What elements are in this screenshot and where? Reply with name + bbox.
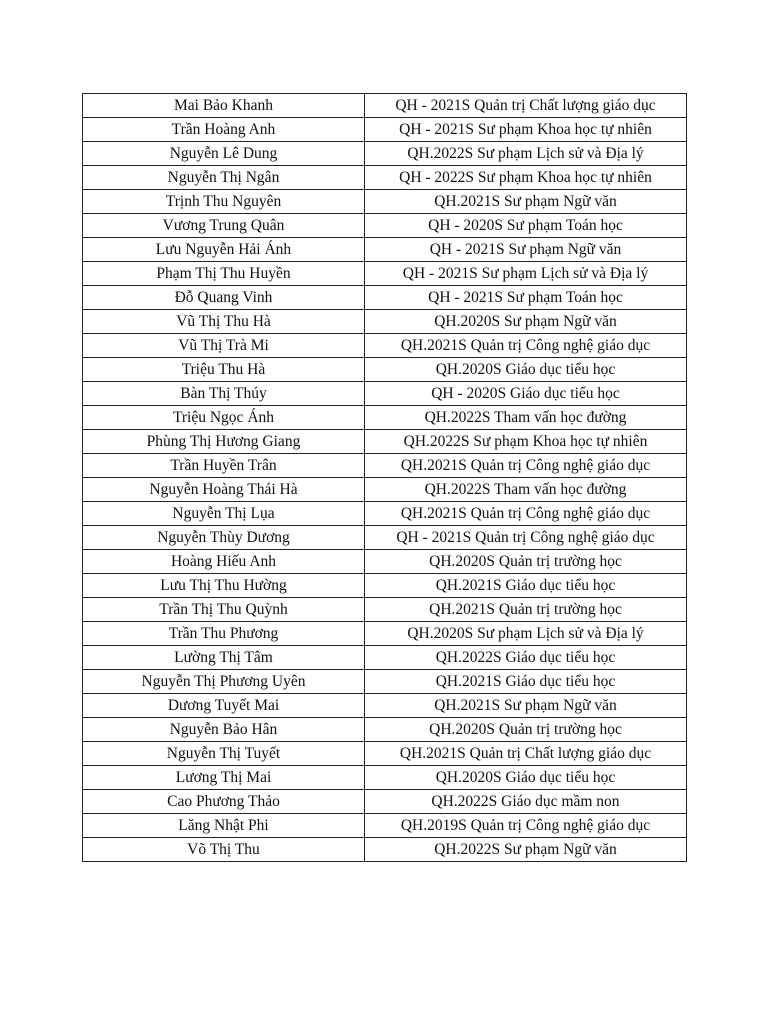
student-name-cell: Mai Bảo Khanh [83,94,365,118]
class-program-cell: QH.2020S Quản trị trường học [365,718,687,742]
class-program-cell: QH - 2021S Sư phạm Lịch sử và Địa lý [365,262,687,286]
table-row [83,622,687,646]
student-name-cell: Triệu Thu Hà [83,358,365,382]
student-name-cell: Bàn Thị Thúy [83,382,365,406]
class-program-cell: QH - 2020S Sư phạm Toán học [365,214,687,238]
student-name-cell: Lường Thị Tâm [83,646,365,670]
student-name-cell: Dương Tuyết Mai [83,694,365,718]
student-table [82,93,687,862]
table-row [83,694,687,718]
class-program-cell: QH.2021S Quản trị Chất lượng giáo dục [365,742,687,766]
class-program-cell: QH.2021S Sư phạm Ngữ văn [365,190,687,214]
class-program-cell: QH.2022S Sư phạm Khoa học tự nhiên [365,430,687,454]
student-name-cell: Nguyễn Thị Phương Uyên [83,670,365,694]
student-name-cell: Vũ Thị Thu Hà [83,310,365,334]
table-row [83,526,687,550]
student-name-cell: Phùng Thị Hương Giang [83,430,365,454]
table-row [83,406,687,430]
student-name-cell: Vương Trung Quân [83,214,365,238]
table-row [83,574,687,598]
table-row [83,358,687,382]
student-name-cell: Trần Hoàng Anh [83,118,365,142]
class-program-cell: QH.2020S Giáo dục tiểu học [365,358,687,382]
class-program-cell: QH.2021S Quản trị Công nghệ giáo dục [365,334,687,358]
class-program-cell: QH.2019S Quản trị Công nghệ giáo dục [365,814,687,838]
student-table-body [83,94,687,862]
student-name-cell: Nguyễn Thị Tuyết [83,742,365,766]
student-name-cell: Nguyễn Bảo Hân [83,718,365,742]
student-name-cell: Lưu Thị Thu Hường [83,574,365,598]
student-name-cell: Trần Thị Thu Quỳnh [83,598,365,622]
table-row [83,262,687,286]
table-row [83,334,687,358]
class-program-cell: QH - 2021S Sư phạm Khoa học tự nhiên [365,118,687,142]
class-program-cell: QH - 2021S Sư phạm Ngữ văn [365,238,687,262]
class-program-cell: QH.2020S Sư phạm Lịch sử và Địa lý [365,622,687,646]
class-program-cell: QH - 2020S Giáo dục tiểu học [365,382,687,406]
student-name-cell: Nguyễn Thị Ngân [83,166,365,190]
table-row [83,214,687,238]
table-row [83,118,687,142]
table-row [83,430,687,454]
class-program-cell: QH.2022S Tham vấn học đường [365,406,687,430]
class-program-cell: QH.2020S Quản trị trường học [365,550,687,574]
table-row [83,742,687,766]
table-row [83,454,687,478]
class-program-cell: QH.2021S Quản trị Công nghệ giáo dục [365,502,687,526]
table-row [83,310,687,334]
table-row [83,766,687,790]
class-program-cell: QH.2022S Tham vấn học đường [365,478,687,502]
student-name-cell: Vũ Thị Trà Mi [83,334,365,358]
student-name-cell: Lương Thị Mai [83,766,365,790]
student-name-cell: Cao Phương Thảo [83,790,365,814]
student-name-cell: Nguyễn Lê Dung [83,142,365,166]
student-name-cell: Lăng Nhật Phi [83,814,365,838]
student-name-cell: Triệu Ngọc Ánh [83,406,365,430]
table-row [83,142,687,166]
class-program-cell: QH - 2021S Sư phạm Toán học [365,286,687,310]
table-row [83,238,687,262]
table-row [83,502,687,526]
table-row [83,670,687,694]
table-row [83,718,687,742]
student-name-cell: Nguyễn Thùy Dương [83,526,365,550]
table-row [83,190,687,214]
table-row [83,814,687,838]
table-row [83,382,687,406]
table-row [83,286,687,310]
student-name-cell: Trần Huyền Trân [83,454,365,478]
student-name-cell: Đỗ Quang Vinh [83,286,365,310]
class-program-cell: QH.2022S Sư phạm Ngữ văn [365,838,687,862]
student-name-cell: Trịnh Thu Nguyên [83,190,365,214]
student-name-cell: Phạm Thị Thu Huyền [83,262,365,286]
class-program-cell: QH.2021S Quản trị trường học [365,598,687,622]
class-program-cell: QH.2022S Sư phạm Lịch sử và Địa lý [365,142,687,166]
table-row [83,94,687,118]
class-program-cell: QH.2021S Giáo dục tiểu học [365,670,687,694]
class-program-cell: QH.2021S Quản trị Công nghệ giáo dục [365,454,687,478]
table-row [83,838,687,862]
table-row [83,478,687,502]
student-name-cell: Võ Thị Thu [83,838,365,862]
class-program-cell: QH.2022S Giáo dục mầm non [365,790,687,814]
student-name-cell: Nguyễn Hoàng Thái Hà [83,478,365,502]
class-program-cell: QH.2020S Giáo dục tiểu học [365,766,687,790]
table-row [83,790,687,814]
class-program-cell: QH - 2021S Quản trị Công nghệ giáo dục [365,526,687,550]
table-row [83,550,687,574]
table-row [83,646,687,670]
class-program-cell: QH - 2022S Sư phạm Khoa học tự nhiên [365,166,687,190]
class-program-cell: QH.2020S Sư phạm Ngữ văn [365,310,687,334]
class-program-cell: QH - 2021S Quản trị Chất lượng giáo dục [365,94,687,118]
class-program-cell: QH.2021S Giáo dục tiểu học [365,574,687,598]
student-name-cell: Hoàng Hiếu Anh [83,550,365,574]
class-program-cell: QH.2022S Giáo dục tiểu học [365,646,687,670]
table-row [83,598,687,622]
student-name-cell: Lưu Nguyễn Hải Ánh [83,238,365,262]
class-program-cell: QH.2021S Sư phạm Ngữ văn [365,694,687,718]
table-row [83,166,687,190]
student-name-cell: Trần Thu Phương [83,622,365,646]
student-name-cell: Nguyễn Thị Lụa [83,502,365,526]
